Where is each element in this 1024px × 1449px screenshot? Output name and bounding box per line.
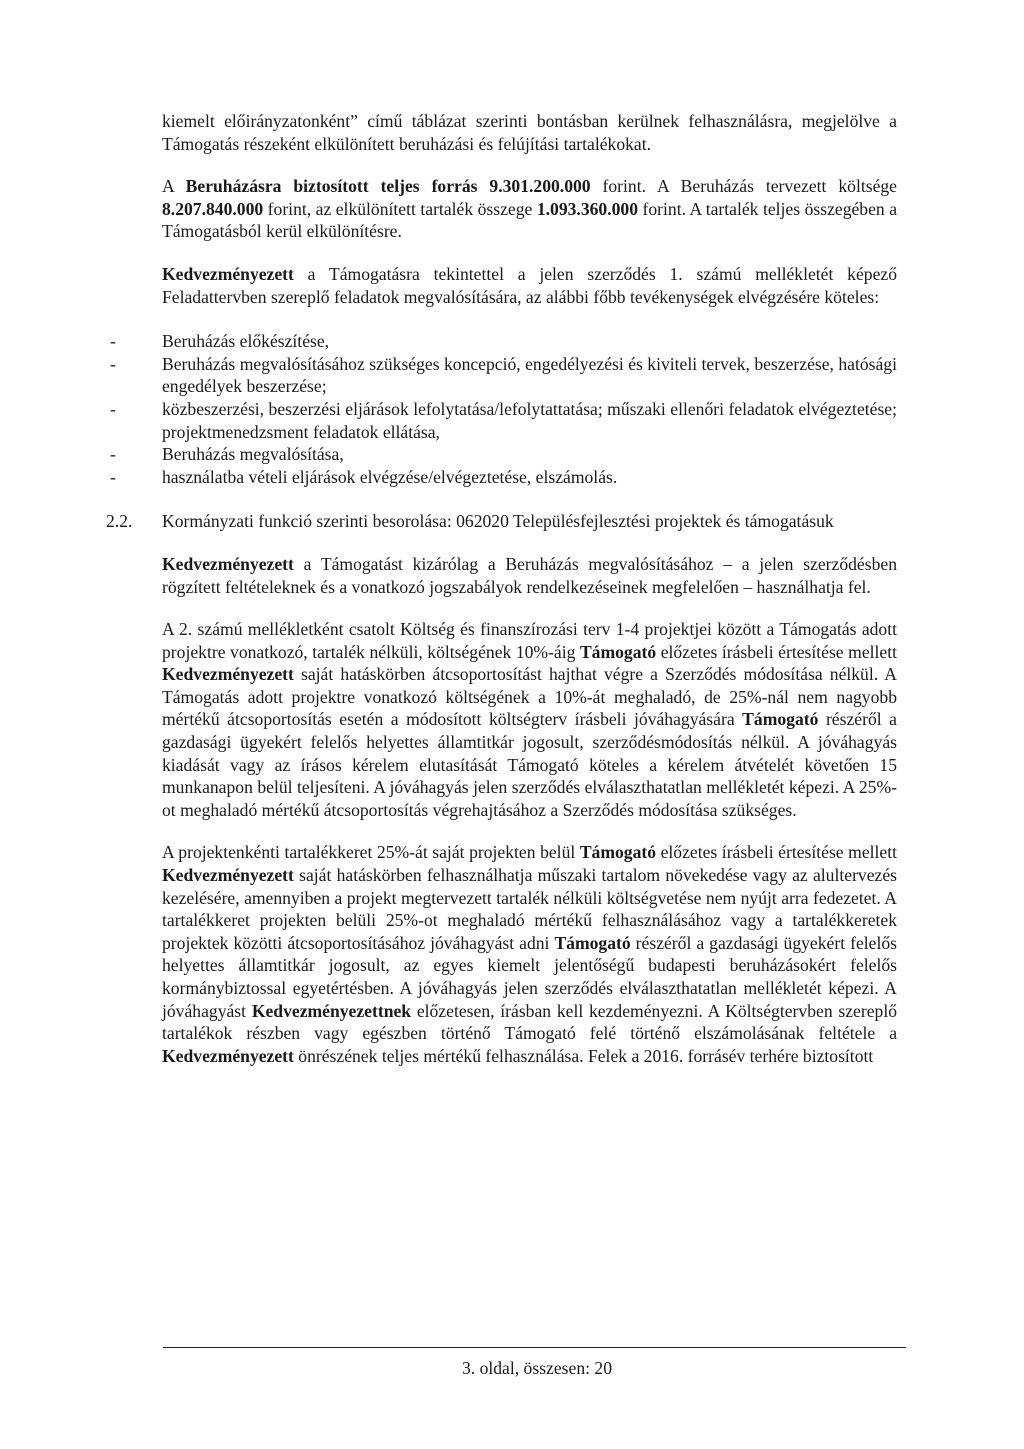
paragraph-funding: A Beruházásra biztosított teljes forrás 9.301.200.000 forint. A Beruházás tervezett költsége 8.207.840.000 forint, az elkülönített tartalék összege 1.093.360.000 forint. A tartalék teljes összegében a Támogatásból kerül elkülönítésre. [162,176,897,242]
paragraph-reserve: A projektenkénti tartalékkeret 25%-át saját projekten belül Támogató előzetes írásbeli értesítése mellett Kedvezményezett saját hatáskörben felhasználhatja műszaki tartalom növekedése vagy az alultervezés kezelésére, amennyiben a projekt megtervezett tartalék nélküli költségvetése nem nyújt arra fedezetet. A tartalékkeret projekten belüli 25%-ot meghaladó mértékű felhasználásához vagy a tartalékkeretek projektek közötti átcsoportosításához jóváhagyást adni Támogató részéről a gazdasági ügyekért felelős helyettes államtitkár jogosult, az egyes kiemelt jelentőségű budapesti beruházásokért felelős kormánybiztossal egyetértésben. A jóváhagyás jelen szerződés elválaszthatatlan mellékletét képezi. A jóváhagyást Kedvezményezettnek előzetesen, írásban kell kezdeményezni. A Költségtervben szereplő tartalékok részben vagy egészben történő Támogató felé történő elszámolásának feltétele a Kedvezményezett önrészének teljes mértékű felhasználása. Felek a 2016. forrásév terhére biztosított [162,842,898,1066]
paragraph-intro: kiemelt előirányzatonként” című táblázat szerinti bontásban kerülnek felhasználásra, megjelölve a Támogatás részeként elkülönített beruházási és felújítási tartalékokat. [162,111,897,154]
list-item: - Beruházás megvalósításához szükséges koncepció, engedélyezési és kiviteli tervek, beszerzése, hatósági engedélyek beszerzése; [110,353,897,397]
paragraph-usage: Kedvezményezett a Támogatást kizárólag a Beruházás megvalósításához – a jelen szerződésben rögzített feltételeknek és a vonatkozó jogszabályok rendelkezéseinek megfelelően – használhatja fel. [162,553,897,597]
paragraph-reallocation: A 2. számú mellékletként csatolt Költség és finanszírozási terv 1-4 projektjei között a Támogatás adott projektre vonatkozó, tartalék nélküli, költségének 10%-áig Támogató előzetes írásbeli értesítése mellett Kedvezményezett saját hatáskörben átcsoportosítást hajthat végre a Szerződés módosítása nélkül. A Támogatás adott projektre vonatkozó költségének a 10%-át meghaladó, de 25%-nál nem nagyobb mértékű átcsoportosítás esetén a módosított költségterv írásbeli jóváhagyására Támogató részéről a gazdasági ügyekért felelős helyettes államtitkár jogosult, szerződésmódosítás nélkül. A jóváhagyás kiadását vagy az írásos kérelem elutasítását Támogató köteles a kérelem átvételét követően 15 munkanapon belül teljesíteni. A jóváhagyás jelen szerződés elválaszthatatlan mellékletét képezi. A 25%-ot meghaladó mértékű átcsoportosítás végrehajtásához a Szerződés módosítása szükséges. [162,619,897,820]
total-funding: Beruházásra biztosított teljes forrás 9.301.200.000 [185,176,591,197]
section-number: 2.2. [106,511,133,532]
planned-cost: 8.207.840.000 [162,198,264,219]
list-item: - használatba vételi eljárások elvégzése/elvégeztetése, elszámolás. [110,466,618,487]
activity-list [110,330,897,488]
footer-divider [163,1347,906,1348]
page-body [106,110,898,1087]
list-item: - közbeszerzési, beszerzési eljárások lefolytatása/lefolytattatása; műszaki ellenőri feladatok elvégeztetése; projektmenedzsment feladatok ellátása, [110,398,897,442]
list-item: - Beruházás előkészítése, [110,331,330,352]
page-number-footer: 3. oldal, összesen: 20 [461,1358,612,1378]
list-item: - Beruházás megvalósítása, [110,444,344,465]
section-2-2 [106,510,897,533]
reserve-amount: 1.093.360.000 [536,198,638,219]
section-text: Kormányzati funkció szerinti besorolása: 062020 Településfejlesztési projektek és támogatásuk [162,511,834,532]
paragraph-obligations: Kedvezményezett a Támogatásra tekintettel a jelen szerződés 1. számú mellékletét képező Feladattervben szereplő feladatok megvalósítására, az alábbi főbb tevékenységek elvégzésére köteles: [162,263,897,307]
